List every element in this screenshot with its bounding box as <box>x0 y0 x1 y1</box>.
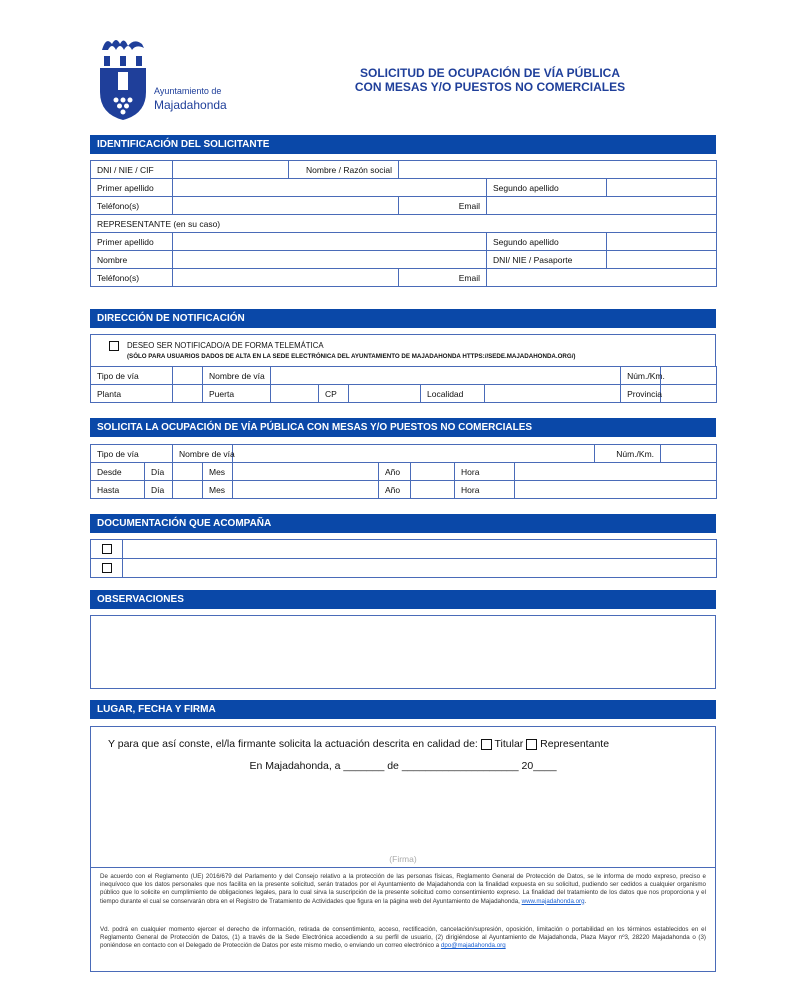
to-label: Hasta <box>91 481 145 499</box>
doc-checkbox-cell <box>91 559 123 578</box>
legal-paragraph-2 <box>100 926 706 951</box>
section-notification-header: DIRECCIÓN DE NOTIFICACIÓN <box>90 309 716 328</box>
representative-label: Representante <box>540 738 610 750</box>
first-surname-field[interactable] <box>173 179 487 197</box>
notification-table <box>90 366 717 403</box>
doc-checkbox-cell <box>91 540 123 559</box>
telematic-note: (SÓLO PARA USUARIOS DADOS DE ALTA EN LA SEDE ELECTRÓNICA DEL AYUNTAMIENTO DE MAJADAHONDA HTTPS://SEDE.MAJADAHONDA.ORG/) <box>127 353 576 360</box>
telematic-box <box>90 334 716 367</box>
section-signature-header: LUGAR, FECHA Y FIRMA <box>90 700 716 719</box>
from-hour-label: Hora <box>455 463 515 481</box>
doc-field-1[interactable] <box>123 540 717 559</box>
municipality-name: Majadahonda <box>154 98 227 112</box>
titular-label: Titular <box>494 738 524 750</box>
door-field[interactable] <box>271 385 319 403</box>
signature-statement-row <box>108 738 609 750</box>
to-hour-field[interactable] <box>515 481 717 499</box>
table-row <box>91 233 717 251</box>
signature-label: (Firma) <box>389 854 417 864</box>
rep-first-surname-label: Primer apellido <box>91 233 173 251</box>
signature-statement: Y para que así conste, el/la firmante solicita la actuación descrita en calidad de: <box>108 738 478 750</box>
observations-field[interactable] <box>90 615 716 689</box>
occ-number-field[interactable] <box>661 445 717 463</box>
from-hour-field[interactable] <box>515 463 717 481</box>
form-title-line1: SOLICITUD DE OCUPACIÓN DE VÍA PÚBLICA <box>359 66 620 80</box>
occupation-table <box>90 444 717 499</box>
floor-label: Planta <box>91 385 173 403</box>
phone-label: Teléfono(s) <box>91 197 173 215</box>
place-date-line: En Majadahonda, a _______ de ____________________ 20____ <box>249 760 557 772</box>
rep-dni-label: DNI/ NIE / Pasaporte <box>487 251 607 269</box>
doc-checkbox-2[interactable] <box>102 563 112 573</box>
phone-field[interactable] <box>173 197 399 215</box>
to-year-label: Año <box>379 481 411 499</box>
rep-first-surname-field[interactable] <box>173 233 487 251</box>
occ-number-label: Núm./Km. <box>595 445 661 463</box>
to-month-label: Mes <box>203 481 233 499</box>
locality-label: Localidad <box>421 385 485 403</box>
name-company-field[interactable] <box>399 161 717 179</box>
table-row <box>91 367 717 385</box>
from-month-field[interactable] <box>233 463 379 481</box>
postcode-label: CP <box>319 385 349 403</box>
applicant-table <box>90 160 717 287</box>
legal-paragraph-1: De acuerdo con el Reglamento (UE) 2016/679 del Parlamento y del Consejo relativo a la protección de las personas físicas, Reglamento General de Protección de Datos, se le informa de modo expreso, preciso e inequívoco que los datos personales que nos facilita en la presente solicitud, serán tratados por el Ayuntamiento de Majadahonda con la finalidad expuesta en su solicitud, pudiendo ser cedidos a cualquier organismo público que lo solicite en cumplimiento de obligaciones legales, para lo cual sirva la suscripción de la presente solicitud como consentimiento expreso. La finalidad del tratamiento de los datos que nos proporciona y el tiempo durante el cual se conservarán obra en el Registro de Tratamiento de Actividades que figura en la página web del Ayuntamiento de Majadahonda, www.majadahonda.org. <box>100 873 706 905</box>
table-row <box>91 215 717 233</box>
to-day-field[interactable] <box>173 481 203 499</box>
floor-field[interactable] <box>173 385 203 403</box>
rep-second-surname-field[interactable] <box>607 233 717 251</box>
representative-checkbox[interactable] <box>526 739 537 750</box>
street-name-label: Nombre de vía <box>203 367 271 385</box>
occ-street-name-field[interactable] <box>233 445 595 463</box>
first-surname-label: Primer apellido <box>91 179 173 197</box>
email-field[interactable] <box>487 197 717 215</box>
from-year-field[interactable] <box>411 463 455 481</box>
street-type-label: Tipo de vía <box>91 367 173 385</box>
to-day-label: Día <box>145 481 173 499</box>
doc-field-2[interactable] <box>123 559 717 578</box>
second-surname-field[interactable] <box>607 179 717 197</box>
dni-field[interactable] <box>173 161 289 179</box>
second-surname-label: Segundo apellido <box>487 179 607 197</box>
table-row <box>91 251 717 269</box>
rep-dni-field[interactable] <box>607 251 717 269</box>
from-year-label: Año <box>379 463 411 481</box>
section-occupation-header: SOLICITA LA OCUPACIÓN DE VÍA PÚBLICA CON MESAS Y/O PUESTOS NO COMERCIALES <box>90 418 716 437</box>
from-day-label: Día <box>145 463 173 481</box>
number-field[interactable] <box>661 367 717 385</box>
name-company-label: Nombre / Razón social <box>289 161 399 179</box>
rep-name-field[interactable] <box>173 251 487 269</box>
section-applicant-header: IDENTIFICACIÓN DEL SOLICITANTE <box>90 135 716 154</box>
rep-phone-field[interactable] <box>173 269 399 287</box>
dni-label: DNI / NIE / CIF <box>91 161 173 179</box>
table-row <box>91 540 717 559</box>
section-observations-header: OBSERVACIONES <box>90 590 716 609</box>
rep-name-label: Nombre <box>91 251 173 269</box>
rep-phone-label: Teléfono(s) <box>91 269 173 287</box>
street-name-field[interactable] <box>271 367 621 385</box>
telematic-checkbox[interactable] <box>109 341 119 351</box>
documentation-table <box>90 539 717 578</box>
door-label: Puerta <box>203 385 271 403</box>
legal-text-2: Vd. podrá en cualquier momento ejercer el derecho de información, retirada de consentimiento, acceso, rectificación, cancelación/supresión, oposición, limitación o portabilidad en los términos establecidos en el Reglamento General de Protección de Datos, (1) a través de la Sede Electrónica accediendo a su perfil de usuario, (2) dirigiéndose al Ayuntamiento de Majadahonda, Plaza Mayor nº3, 28220 Majadahonda o (3) poniéndose en contacto con el Delegado de Protección de Datos por este mismo medio, o enviando un correo electrónico a <box>100 926 706 950</box>
dpo-email-link[interactable]: dpo@majadahonda.org <box>440 942 506 950</box>
legal-divider <box>91 867 715 868</box>
postcode-field[interactable] <box>349 385 421 403</box>
table-row <box>91 197 717 215</box>
email-label: Email <box>399 197 487 215</box>
table-row <box>91 385 717 403</box>
doc-checkbox-1[interactable] <box>102 544 112 554</box>
titular-checkbox[interactable] <box>481 739 492 750</box>
legal-text-1: De acuerdo con el Reglamento (UE) 2016/679 del Parlamento y del Consejo relativo a la protección de las personas físicas, Reglamento General de Protección de Datos, se le informa de modo expreso, preciso e inequívoco que los datos personales que nos facilita en la presente solicitud, serán tratados por el Ayuntamiento de Majadahonda con la finalidad expuesta en su solicitud, pudiendo ser cedidos a cualquier organismo público que lo solicite en cumplimiento de obligaciones legales, para lo cual sirva la suscripción de la presente solicitud como consentimiento expreso. La finalidad del tratamiento de los datos que nos proporciona y el tiempo durante el cual se conservarán obra en el Registro de Tratamiento de Actividades que figura en la página web del Ayuntamiento de Majadahonda, <box>100 873 706 905</box>
majadahonda-logo <box>98 34 148 120</box>
form-title-line2: CON MESAS Y/O PUESTOS NO COMERCIALES <box>354 80 626 94</box>
section-documentation-header: DOCUMENTACIÓN QUE ACOMPAÑA <box>90 514 716 533</box>
province-field[interactable] <box>661 385 717 403</box>
rep-email-field[interactable] <box>487 269 717 287</box>
form-title <box>330 66 650 94</box>
table-row <box>91 269 717 287</box>
table-row <box>91 445 717 463</box>
municipality-label: Ayuntamiento de <box>154 86 222 96</box>
province-label: Provincia <box>621 385 661 403</box>
rep-second-surname-label: Segundo apellido <box>487 233 607 251</box>
from-day-field[interactable] <box>173 463 203 481</box>
occ-street-name-label: Nombre de vía <box>173 445 233 463</box>
representative-heading: REPRESENTANTE (en su caso) <box>91 215 717 233</box>
locality-field[interactable] <box>485 385 621 403</box>
table-row <box>91 179 717 197</box>
telematic-label: DESEO SER NOTIFICADO/A DE FORMA TELEMÁTICA <box>127 341 324 350</box>
rep-email-label: Email <box>399 269 487 287</box>
table-row <box>91 161 717 179</box>
number-label: Núm./Km. <box>621 367 661 385</box>
table-row <box>91 559 717 578</box>
occ-street-type-label: Tipo de vía <box>91 445 173 463</box>
street-type-field[interactable] <box>173 367 203 385</box>
website-link[interactable]: www.majadahonda.org <box>521 897 585 905</box>
from-label: Desde <box>91 463 145 481</box>
table-row <box>91 481 717 499</box>
to-month-field[interactable] <box>233 481 379 499</box>
to-hour-label: Hora <box>455 481 515 499</box>
table-row <box>91 463 717 481</box>
from-month-label: Mes <box>203 463 233 481</box>
to-year-field[interactable] <box>411 481 455 499</box>
